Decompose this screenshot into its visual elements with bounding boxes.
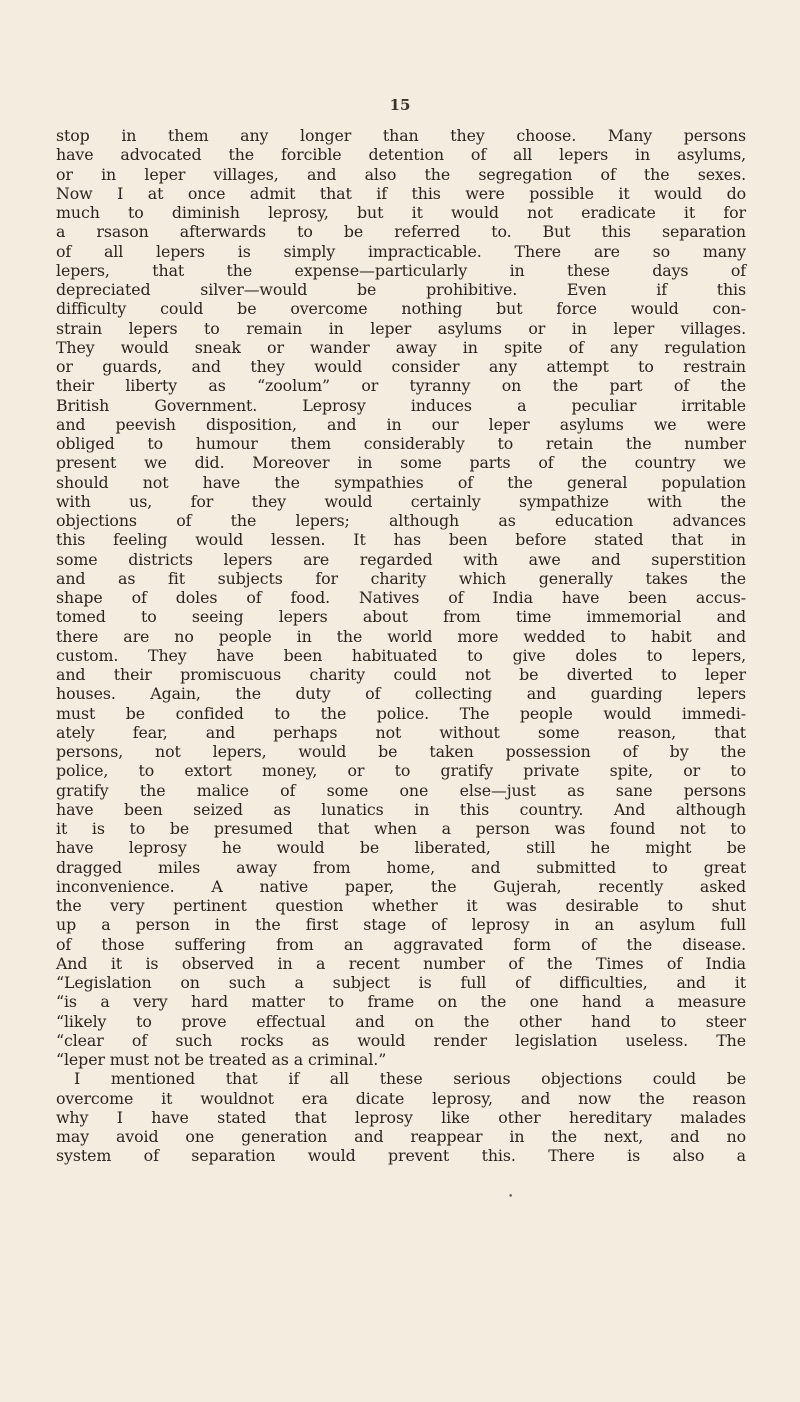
footer-mark: •	[508, 1192, 514, 1202]
text-line: “likely to prove effectual and on the other hand to steer	[56, 1011, 746, 1031]
body-text	[56, 126, 746, 1166]
text-line: or guards, and they would consider any attempt to restrain	[56, 357, 746, 376]
text-line: strain lepers to remain in leper asylums or in leper villages.	[56, 318, 746, 338]
text-line: obliged to humour them considerably to retain the number	[56, 434, 746, 453]
text-line: the very pertinent question whether it was desirable to shut	[56, 896, 746, 915]
text-line: may avoid one generation and reappear in the next, and no	[56, 1127, 746, 1146]
page-number: 15	[389, 96, 411, 114]
text-line: “Legislation on such a subject is full of difficulties, and it	[56, 973, 746, 992]
text-line: and as fit subjects for charity which generally takes the	[56, 568, 746, 588]
text-line: and peevish disposition, and in our leper asylums we were	[56, 414, 746, 434]
text-line: or in leper villages, and also the segregation of the sexes.	[56, 164, 746, 184]
text-line: have been seized as lunatics in this country. And although	[56, 799, 746, 819]
text-line: And it is observed in a recent number of the Times of India	[56, 953, 746, 973]
text-line: “is a very hard matter to frame on the one hand a measure	[56, 992, 746, 1012]
text-line: houses. Again, the duty of collecting and guarding lepers	[56, 684, 746, 704]
text-line: persons, not lepers, would be taken possession of by the	[56, 742, 746, 761]
text-line: tomed to seeing lepers about from time immemorial and	[56, 607, 746, 627]
text-line: difficulty could be overcome nothing but force would con-	[56, 299, 746, 319]
text-line: ately fear, and perhaps not without some reason, that	[56, 722, 746, 742]
text-line: stop in them any longer than they choose. Many persons	[56, 126, 746, 145]
text-line: inconvenience. A native paper, the Gujerah, recently asked	[56, 876, 746, 896]
text-line: lepers, that the expense—particularly in these days of	[56, 260, 746, 280]
text-line: this feeling would lessen. It has been before stated that in	[56, 530, 746, 550]
text-line: shape of doles of food. Natives of India have been accus-	[56, 588, 746, 607]
text-line: should not have the sympathies of the general population	[56, 472, 746, 492]
text-line: present we did. Moreover in some parts of the country we	[56, 453, 746, 473]
text-line: with us, for they would certainly sympathize with the	[56, 491, 746, 511]
text-line: overcome it wouldnot era dicate leprosy, and now the reason	[56, 1088, 746, 1108]
text-line: a rsason afterwards to be referred to. But this separation	[56, 222, 746, 242]
text-line: it is to be presumed that when a person was found not to	[56, 819, 746, 838]
text-line: some districts lepers are regarded with awe and superstition	[56, 549, 746, 569]
text-line: Now I at once admit that if this were possible it would do	[56, 183, 746, 203]
text-line: and their promiscuous charity could not be diverted to leper	[56, 665, 746, 684]
text-line: dragged miles away from home, and submitted to great	[56, 857, 746, 877]
text-line: of those suffering from an aggravated form of the disease.	[56, 934, 746, 954]
text-line: They would sneak or wander away in spite of any regulation	[56, 337, 746, 357]
text-line: objections of the lepers; although as education advances	[56, 511, 746, 530]
text-line: “clear of such rocks as would render legislation useless. The	[56, 1030, 746, 1050]
text-line: have advocated the forcible detention of all lepers in asylums,	[56, 145, 746, 165]
text-line: much to diminish leprosy, but it would not eradicate it for	[56, 203, 746, 222]
text-line: depreciated silver—would be prohibitive. Even if this	[56, 280, 746, 299]
text-line: have leprosy he would be liberated, still he might be	[56, 838, 746, 858]
text-line: up a person in the first stage of leprosy in an asylum full	[56, 915, 746, 935]
text-line: British Government. Leprosy induces a peculiar irritable	[56, 395, 746, 415]
text-line: police, to extort money, or to gratify private spite, or to	[56, 761, 746, 781]
text-line: I mentioned that if all these serious objections could be	[74, 1069, 746, 1089]
text-line: why I have stated that leprosy like other hereditary malades	[56, 1107, 746, 1127]
text-line: custom. They have been habituated to give doles to lepers,	[56, 645, 746, 665]
text-line: there are no people in the world more wedded to habit and	[56, 626, 746, 646]
text-line: system of separation would prevent this. There is also a	[56, 1146, 746, 1166]
text-line: their liberty as “zoolum” or tyranny on the part of the	[56, 376, 746, 396]
text-line: “leper must not be treated as a criminal.”	[56, 1050, 387, 1069]
text-line: of all lepers is simply impracticable. There are so many	[56, 241, 746, 261]
text-line: must be confided to the police. The people would immedi-	[56, 703, 746, 723]
text-line: gratify the malice of some one else—just as sane persons	[56, 780, 746, 800]
